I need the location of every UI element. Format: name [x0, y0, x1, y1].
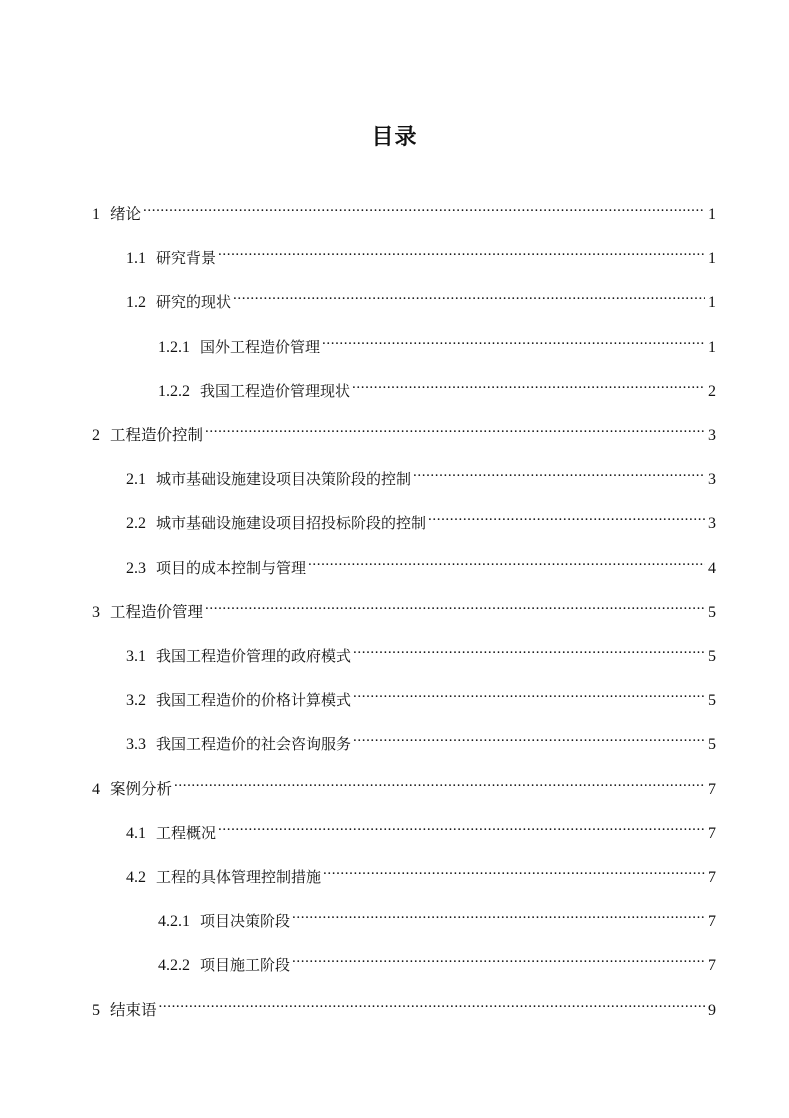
toc-entry-number: 3.2: [126, 692, 146, 709]
toc-leader-dots: [413, 460, 705, 484]
toc-leader-dots: [205, 593, 705, 617]
toc-entry[interactable]: [92, 593, 716, 621]
toc-entry-page-number: 4: [708, 560, 716, 577]
toc-entry[interactable]: [92, 991, 716, 1019]
toc-entry-text: 项目决策阶段: [200, 912, 291, 930]
toc-entry[interactable]: [126, 681, 716, 709]
toc-entry-number: 1.2.2: [158, 383, 190, 400]
toc-entry-number: 1.1: [126, 250, 146, 267]
toc-leader-dots: [292, 902, 705, 926]
toc-title: 目录: [371, 125, 418, 150]
toc-entry-text: 城市基础设施建设项目招投标阶段的控制: [156, 514, 427, 532]
toc-entry[interactable]: [92, 195, 716, 223]
toc-entry-page-number: 1: [708, 339, 716, 356]
toc-entry[interactable]: [126, 814, 716, 842]
toc-entry-page-number: 7: [708, 869, 716, 886]
toc-entry[interactable]: [126, 637, 716, 665]
toc-entry-page-number: 7: [708, 957, 716, 974]
toc-leader-dots: [292, 946, 705, 970]
toc-entry[interactable]: [126, 549, 716, 577]
toc-entry-number: 4.2.1: [158, 913, 190, 930]
toc-entry-number: 4: [92, 781, 100, 798]
toc-entry-page-number: 3: [708, 471, 716, 488]
toc-leader-dots: [174, 770, 705, 794]
toc-entry[interactable]: [126, 725, 716, 753]
toc-entry[interactable]: [126, 460, 716, 488]
toc-leader-dots: [428, 504, 705, 528]
toc-entry-number: 3: [92, 604, 100, 621]
toc-entry-text: 我国工程造价管理现状: [200, 382, 351, 400]
toc-entry[interactable]: [126, 858, 716, 886]
toc-entry-text: 我国工程造价的价格计算模式: [156, 691, 352, 709]
toc-entry-text: 国外工程造价管理: [200, 338, 321, 356]
toc-entry-number: 5: [92, 1002, 100, 1019]
toc-leader-dots: [143, 195, 705, 219]
toc-entry-number: 1.2.1: [158, 339, 190, 356]
toc-entry-page-number: 9: [708, 1002, 716, 1019]
toc-entry-text: 工程造价控制: [110, 426, 204, 444]
toc-entry-number: 1.2: [126, 294, 146, 311]
toc-entry-number: 2: [92, 427, 100, 444]
toc-entry-page-number: 5: [708, 736, 716, 753]
toc-entry-text: 我国工程造价的社会咨询服务: [156, 735, 352, 753]
toc-entry-page-number: 1: [708, 250, 716, 267]
toc-leader-dots: [322, 328, 705, 352]
toc-entry-page-number: 3: [708, 427, 716, 444]
toc-leader-dots: [323, 858, 705, 882]
toc-leader-dots: [353, 681, 705, 705]
toc-entry-text: 城市基础设施建设项目决策阶段的控制: [156, 470, 412, 488]
toc-entry-page-number: 7: [708, 825, 716, 842]
toc-entry-number: 2.1: [126, 471, 146, 488]
toc-leader-dots: [233, 283, 705, 307]
toc-leader-dots: [352, 372, 705, 396]
toc-entry-number: 4.2.2: [158, 957, 190, 974]
toc-entry[interactable]: [158, 946, 716, 974]
toc-entry-number: 3.1: [126, 648, 146, 665]
toc-entry-number: 2.2: [126, 515, 146, 532]
toc-entry-page-number: 7: [708, 781, 716, 798]
toc-entry[interactable]: [92, 770, 716, 798]
toc-entry[interactable]: [158, 372, 716, 400]
toc-entry[interactable]: [126, 504, 716, 532]
toc-entry-text: 绪论: [110, 205, 142, 223]
toc-entry-number: 4.1: [126, 825, 146, 842]
toc-leader-dots: [218, 814, 705, 838]
toc-entry-page-number: 1: [708, 294, 716, 311]
toc-entry[interactable]: [92, 416, 716, 444]
toc-entry-text: 我国工程造价管理的政府模式: [156, 647, 352, 665]
toc-entry[interactable]: [158, 902, 716, 930]
toc-entry-text: 项目施工阶段: [200, 956, 291, 974]
toc-entry-page-number: 2: [708, 383, 716, 400]
toc-leader-dots: [353, 725, 705, 749]
toc-entry-page-number: 3: [708, 515, 716, 532]
toc-entry-text: 项目的成本控制与管理: [156, 559, 307, 577]
toc-leader-dots: [218, 239, 705, 263]
toc-entry[interactable]: [126, 239, 716, 267]
toc-leader-dots: [308, 549, 705, 573]
toc-entry-text: 研究背景: [156, 249, 217, 267]
toc-entry-text: 结束语: [110, 1001, 157, 1019]
toc-entry-page-number: 5: [708, 692, 716, 709]
toc-entry-number: 4.2: [126, 869, 146, 886]
toc-entry-text: 工程的具体管理控制措施: [156, 868, 322, 886]
toc-entry-page-number: 7: [708, 913, 716, 930]
toc-entry-text: 工程概况: [156, 824, 217, 842]
toc-entry-number: 3.3: [126, 736, 146, 753]
toc-entry-page-number: 5: [708, 648, 716, 665]
toc-entry-page-number: 1: [708, 206, 716, 223]
toc-leader-dots: [205, 416, 705, 440]
toc-entry-number: 2.3: [126, 560, 146, 577]
toc-leader-dots: [159, 991, 705, 1015]
toc-entry-text: 工程造价管理: [110, 603, 204, 621]
toc-entry[interactable]: [126, 283, 716, 311]
toc-entry-text: 案例分析: [110, 780, 173, 798]
toc-entry-page-number: 5: [708, 604, 716, 621]
toc-entry-text: 研究的现状: [156, 293, 232, 311]
toc-leader-dots: [353, 637, 705, 661]
toc-entry[interactable]: [158, 328, 716, 356]
toc-entry-number: 1: [92, 206, 100, 223]
